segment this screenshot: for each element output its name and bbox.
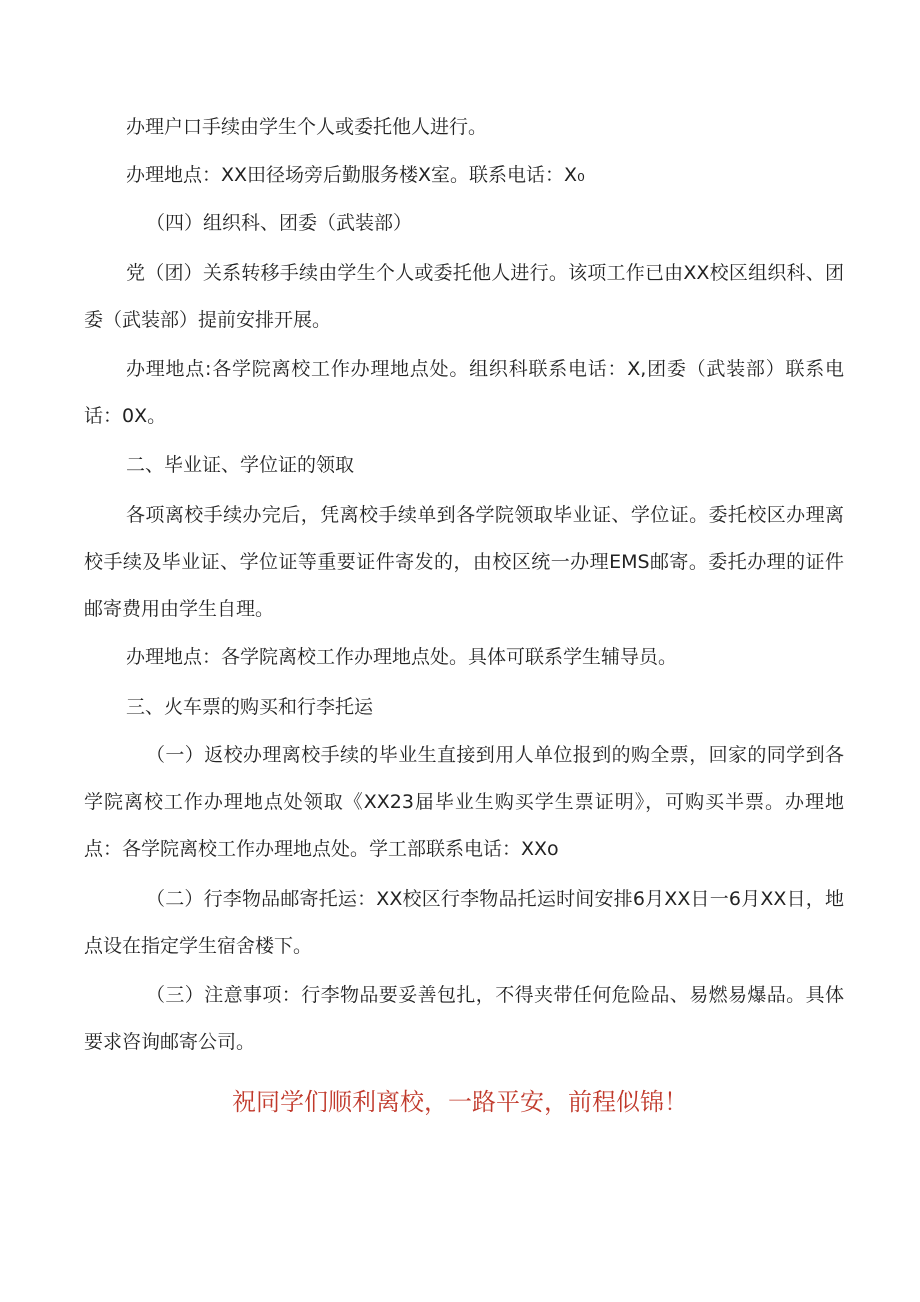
paragraph-notes: （三）注意事项：行李物品要妥善包扎，不得夹带任何危险品、易燃易爆品。具体要求咨询邮寄公司。 (84, 984, 844, 1053)
closing-wish: 祝同学们顺利离校，一路平安，前程似锦！ (232, 1088, 688, 1116)
paragraph-hukou: 办理户口手续由学生个人或委托他人进行。 (126, 116, 488, 138)
paragraph-party-location: 办理地点:各学院离校工作办理地点处。组织科联系电话：X,团委（武装部）联系电话：0X。 (84, 358, 844, 427)
paragraph-hukou-location: 办理地点：XX田径场旁后勤服务楼X室。联系电话：X₀ (126, 164, 585, 186)
paragraph-diploma-location: 办理地点：各学院离校工作办理地点处。具体可联系学生辅导员。 (126, 646, 678, 668)
paragraph-train-ticket: （一）返校办理离校手续的毕业生直接到用人单位报到的购全票，回家的同学到各学院离校工作办理地点处领取《XX23届毕业生购买学生票证明》，可购买半票。办理地点：各学院离校工作办理地点处。学工部联系电话：XXo (84, 744, 844, 860)
paragraph-diploma: 各项离校手续办完后，凭离校手续单到各学院领取毕业证、学位证。委托校区办理离校手续及毕业证、学位证等重要证件寄发的，由校区统一办理EMS邮寄。委托办理的证件邮寄费用由学生自理。 (84, 504, 844, 620)
paragraph-luggage-shipping: （二）行李物品邮寄托运：XX校区行李物品托运时间安排6月XX日一6月XX日，地点设在指定学生宿舍楼下。 (84, 888, 844, 957)
section-heading-diploma: 二、毕业证、学位证的领取 (126, 454, 355, 476)
section-heading-organization: （四）组织科、团委（武装部） (146, 212, 413, 234)
paragraph-party-transfer: 党（团）关系转移手续由学生个人或委托他人进行。该项工作已由XX校区组织科、团委（武装部）提前安排开展。 (84, 262, 844, 331)
section-heading-train-luggage: 三、火车票的购买和行李托运 (126, 696, 374, 718)
